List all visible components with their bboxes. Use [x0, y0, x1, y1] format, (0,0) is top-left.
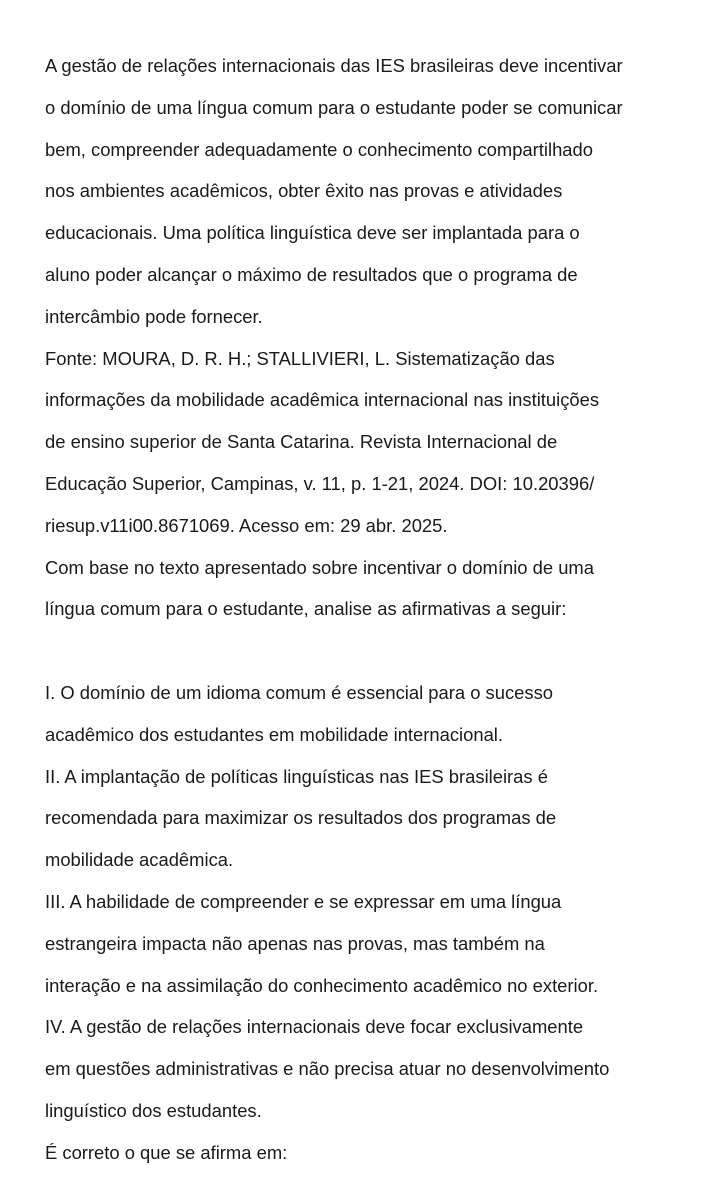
passage-line: A gestão de relações internacionais das IES brasileiras deve incentivar [45, 55, 623, 76]
statement-line: estrangeira impacta não apenas nas provas, mas também na [45, 932, 545, 954]
passage-line: nos ambientes acadêmicos, obter êxito nas provas e atividades [45, 180, 563, 202]
statement-line: acadêmico dos estudantes em mobilidade internacional. [45, 723, 503, 745]
statement-iii [45, 881, 710, 1006]
question-line: É correto o que se afirma em: [45, 1141, 288, 1163]
statement-i [45, 672, 710, 756]
statement-line: recomendada para maximizar os resultados dos programas de [45, 807, 557, 829]
passage-line: intercâmbio pode fornecer. [45, 305, 263, 327]
statement-ii [45, 756, 710, 881]
prompt-paragraph [45, 547, 710, 631]
statement-line: interação e na assimilação do conhecimento acadêmico no exterior. [45, 974, 599, 996]
prompt-line: língua comum para o estudante, analise as afirmativas a seguir: [45, 598, 567, 620]
passage-paragraph [45, 45, 710, 338]
source-line: Fonte: MOURA, D. R. H.; STALLIVIERI, L. Sistematização das [45, 347, 555, 369]
source-line: de ensino superior de Santa Catarina. Revista Internacional de [45, 431, 558, 453]
blank-line [45, 630, 710, 672]
statement-line: II. A implantação de políticas linguísticas nas IES brasileiras é [45, 765, 548, 787]
prompt-line: Com base no texto apresentado sobre incentivar o domínio de uma [45, 556, 594, 578]
source-line: Educação Superior, Campinas, v. 11, p. 1-21, 2024. DOI: 10.20396/ [45, 472, 595, 494]
question-document [45, 45, 710, 1174]
statement-line: linguístico dos estudantes. [45, 1099, 262, 1121]
statement-line: I. O domínio de um idioma comum é essencial para o sucesso [45, 681, 554, 703]
passage-line: educacionais. Uma política linguística deve ser implantada para o [45, 222, 580, 244]
passage-line: o domínio de uma língua comum para o estudante poder se comunicar [45, 96, 623, 118]
source-line: informações da mobilidade acadêmica internacional nas instituições [45, 389, 600, 411]
statement-line: em questões administrativas e não precisa atuar no desenvolvimento [45, 1058, 610, 1080]
statement-line: mobilidade acadêmica. [45, 849, 234, 871]
source-citation [45, 338, 710, 547]
source-line: riesup.v11i00.8671069. Acesso em: 29 abr. 2025. [45, 514, 448, 536]
passage-line: aluno poder alcançar o máximo de resultados que o programa de [45, 263, 578, 285]
passage-line: bem, compreender adequadamente o conhecimento compartilhado [45, 138, 593, 160]
statement-iv [45, 1006, 710, 1131]
statement-line: III. A habilidade de compreender e se expressar em uma língua [45, 890, 562, 912]
question-prompt [45, 1132, 710, 1174]
statement-line: IV. A gestão de relações internacionais deve focar exclusivamente [45, 1016, 584, 1038]
